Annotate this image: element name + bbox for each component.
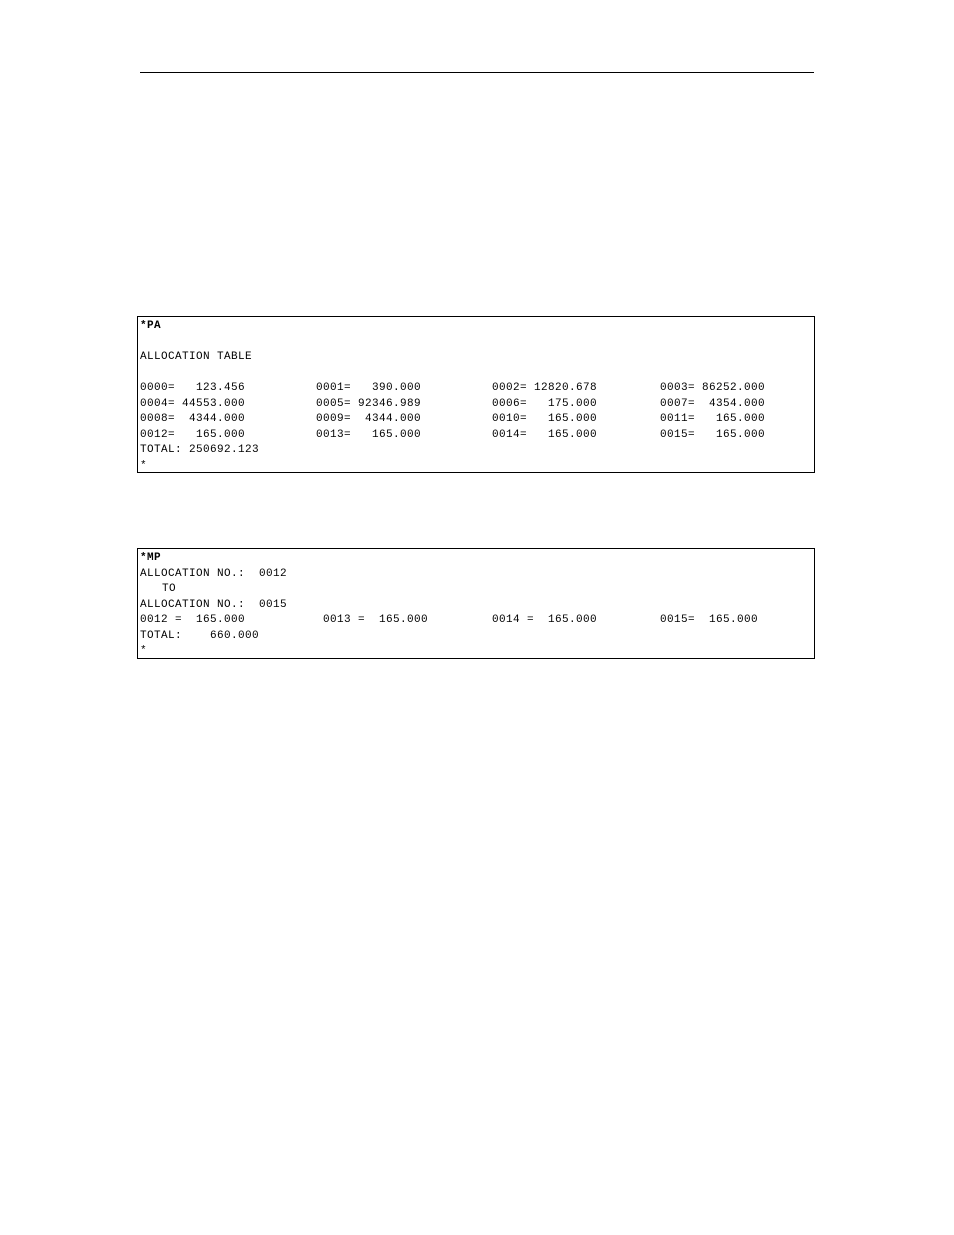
allocation-table-title: ALLOCATION TABLE bbox=[140, 351, 253, 363]
mp-to-label: TO bbox=[162, 583, 177, 595]
mp-value-entry: 0014 = 165.000 bbox=[492, 614, 598, 626]
mp-value-entry: 0015= 165.000 bbox=[660, 614, 759, 626]
pa-command-listing bbox=[137, 316, 815, 473]
allocation-entry: 0014= 165.000 bbox=[492, 428, 598, 441]
mp-command: *MP bbox=[140, 552, 162, 564]
allocation-entry: 0011= 165.000 bbox=[660, 413, 766, 425]
mp-to-allocation: ALLOCATION NO.: 0015 bbox=[140, 598, 288, 611]
allocation-entry: 0003= 86252.000 bbox=[660, 382, 766, 394]
allocation-entry: 0007= 4354.000 bbox=[660, 397, 766, 410]
allocation-row bbox=[140, 397, 814, 413]
mp-end-marker: * bbox=[140, 645, 148, 657]
allocation-entry: 0005= 92346.989 bbox=[316, 397, 422, 410]
mp-value-entry: 0012 = 165.000 bbox=[140, 614, 246, 626]
allocation-entry: 0006= 175.000 bbox=[492, 397, 598, 410]
allocation-row bbox=[140, 381, 814, 397]
allocation-entry: 0004= 44553.000 bbox=[140, 397, 246, 410]
allocation-entry: 0000= 123.456 bbox=[140, 382, 246, 394]
allocation-entry: 0012= 165.000 bbox=[140, 428, 246, 441]
allocation-entry: 0010= 165.000 bbox=[492, 413, 598, 425]
allocation-entry: 0002= 12820.678 bbox=[492, 382, 598, 394]
pa-command: *PA bbox=[140, 320, 162, 332]
allocation-row bbox=[140, 428, 814, 444]
blank-line bbox=[140, 366, 814, 382]
allocation-row bbox=[140, 412, 814, 428]
allocation-entry: 0009= 4344.000 bbox=[316, 413, 422, 425]
allocation-entry: 0015= 165.000 bbox=[660, 428, 766, 441]
allocation-entry: 0013= 165.000 bbox=[316, 428, 422, 441]
pa-end-marker: * bbox=[140, 459, 148, 472]
allocation-entry: 0001= 390.000 bbox=[316, 382, 422, 394]
mp-from-allocation: ALLOCATION NO.: 0012 bbox=[140, 567, 288, 580]
mp-total: TOTAL: 660.000 bbox=[140, 629, 260, 642]
mp-command-listing bbox=[137, 548, 815, 659]
header-rule bbox=[140, 72, 814, 73]
pa-total: TOTAL: 250692.123 bbox=[140, 444, 260, 456]
allocation-entry: 0008= 4344.000 bbox=[140, 413, 246, 425]
mp-values-row bbox=[140, 613, 814, 629]
blank-line bbox=[140, 335, 814, 351]
mp-value-entry: 0013 = 165.000 bbox=[323, 614, 429, 626]
